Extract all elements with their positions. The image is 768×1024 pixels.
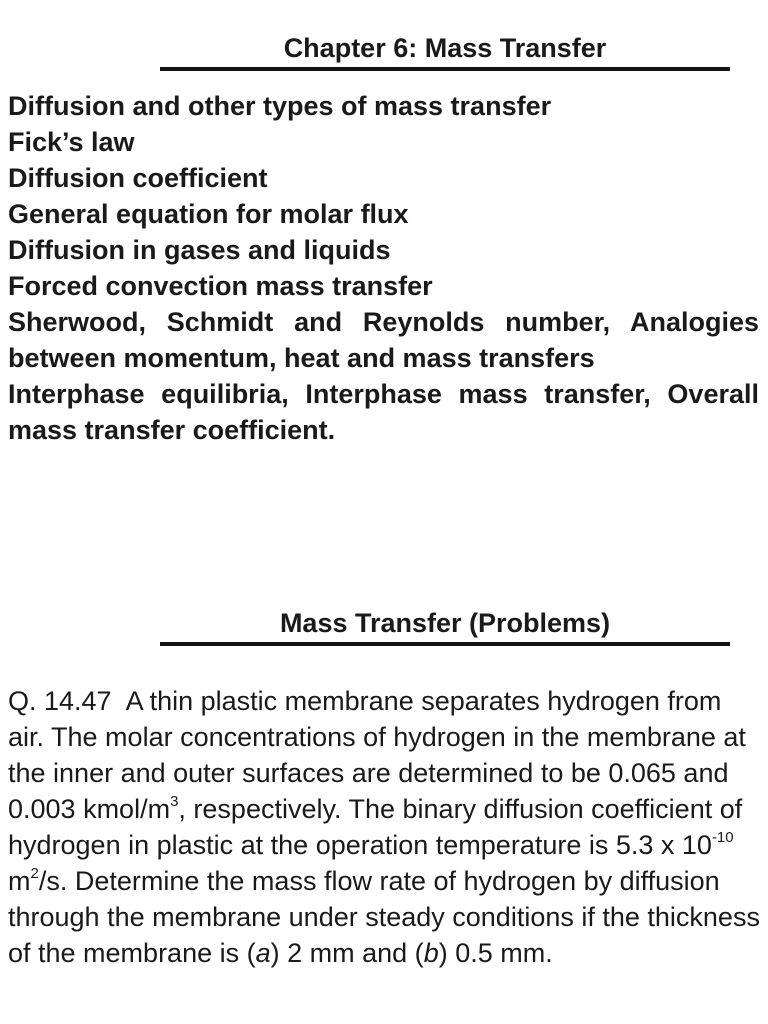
topic-item: Fick’s law <box>8 127 135 157</box>
topic-item: Diffusion and other types of mass transfer <box>8 91 552 121</box>
topic-item: Interphase equilibria, Interphase mass transfer, Overall mass transfer coefficient. <box>8 379 759 445</box>
problem-number: Q. 14.47 <box>8 686 112 716</box>
topic-item: Diffusion in gases and liquids <box>8 235 391 265</box>
topic-item: Diffusion coefficient <box>8 163 268 193</box>
topic-item: Forced convection mass transfer <box>8 271 433 301</box>
problem-text: Q. 14.47 A thin plastic membrane separates hydrogen from air. The molar concentrations of hydrogen in the membrane at the inner and outer surfaces are determined to be 0.065 and 0.003 kmol/$m^3$, respectively. The binary diffusion coefficient of hydrogen in plastic at the operation temperature is 5.3 x $10^{-10}$ $m^2/s$. Determine the mass flow rate of hydrogen by diffusion through the membrane under steady conditions if the thickness of the membrane is (a) 2 mm and (b) 0.5 mm. <box>8 686 760 968</box>
chapter-heading: Chapter 6: Mass Transfer <box>160 31 730 71</box>
problems-heading: Mass Transfer (Problems) <box>160 606 730 646</box>
topic-item: Sherwood, Schmidt and Reynolds number, Analogies between momentum, heat and mass transfers <box>8 307 759 373</box>
topic-item: General equation for molar flux <box>8 199 409 229</box>
topic-list <box>8 88 759 448</box>
